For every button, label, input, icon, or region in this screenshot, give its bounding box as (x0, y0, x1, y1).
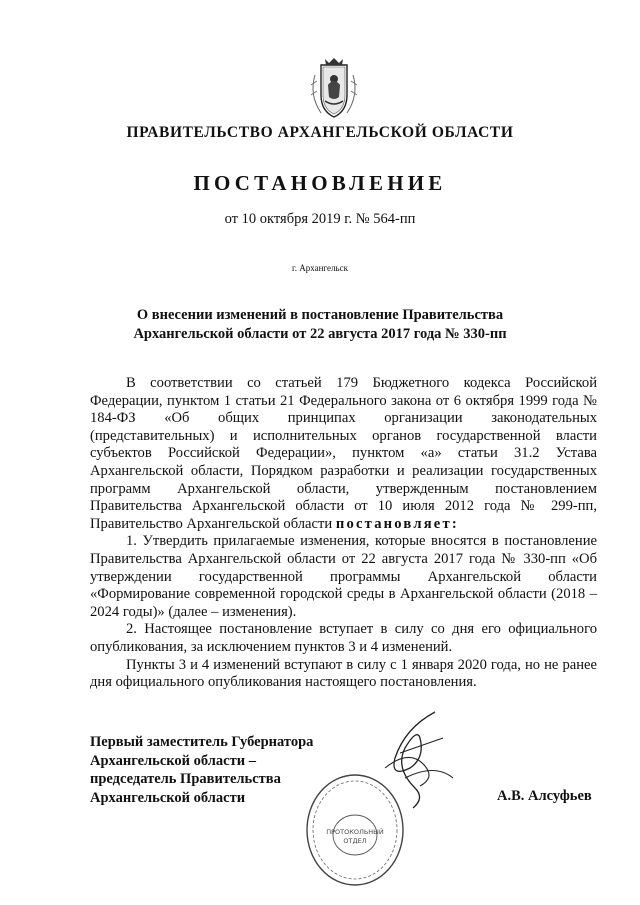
decree-word: постановляет: (335, 515, 459, 532)
signer-title-line-3: председатель Правительства (90, 771, 281, 787)
preamble-paragraph (90, 375, 597, 533)
signer-title-block (90, 733, 313, 807)
document-date-number: от 10 октября 2019 г. № 564-пп (224, 211, 416, 227)
signer-title-line-2: Архангельской области – (90, 752, 256, 769)
seal-inner-line-2: ОТДЕЛ (343, 837, 367, 845)
preamble-text: В соответствии со статьей 179 Бюджетного кодекса Российской Федерации, пунктом 1 статьи 21 Федерального закона от 6 октября 1999 года № 184-ФЗ «Об общих принципах организации законодательных (представительных) и исполнительных органов государственной власти субъектов Российской Федерации», пунктом «а» статьи 31.2 Устава Архангельской области, Порядком разработки и реализации государственных программ Архангельской области, утвержденным постановлением Правительства Архангельской области от 10 июля 2012 года № 299-пп, Правительство Архангельской области (90, 375, 597, 532)
document-body (90, 375, 597, 692)
government-title: ПРАВИТЕЛЬСТВО АРХАНГЕЛЬСКОЙ ОБЛАСТИ (126, 124, 514, 141)
subject-line-1: О внесении изменений в постановление Правительства (136, 307, 504, 323)
item-3-paragraph: Пункты 3 и 4 изменений вступают в силу с 1 января 2020 года, но не ранее дня официального опубликования настоящего постановления. (90, 656, 597, 691)
document-type-heading: ПОСТАНОВЛЕНИЕ (193, 171, 447, 195)
coat-of-arms-emblem (301, 55, 367, 125)
signer-name: А.В. Алсуфьев (497, 788, 592, 804)
signer-title-line-4: Архангельской области (90, 789, 246, 806)
item-1-paragraph: 1. Утвердить прилагаемые изменения, которые вносятся в постановление Правительства Архангельской области от 22 августа 2017 года № 330-пп «Об утверждении государственной программы Архангельской области «Формирование современной городской среды в Архангельской области (2018 – 2024 годы)» (далее – изменения). (90, 533, 597, 620)
handwritten-signature (365, 708, 460, 813)
item-2-paragraph: 2. Настоящее постановление вступает в силу со дня его официального опубликования, за исключением пунктов 3 и 4 изменений. (90, 621, 597, 655)
city-label: г. Архангельск (292, 263, 348, 273)
signer-title-line-1: Первый заместитель Губернатора (90, 734, 314, 750)
document-subject (0, 306, 640, 344)
subject-line-2: Архангельской области от 22 августа 2017 года № 330-пп (133, 326, 507, 342)
seal-inner-line-1: ПРОТОКОЛЬНЫЙ (326, 828, 384, 836)
